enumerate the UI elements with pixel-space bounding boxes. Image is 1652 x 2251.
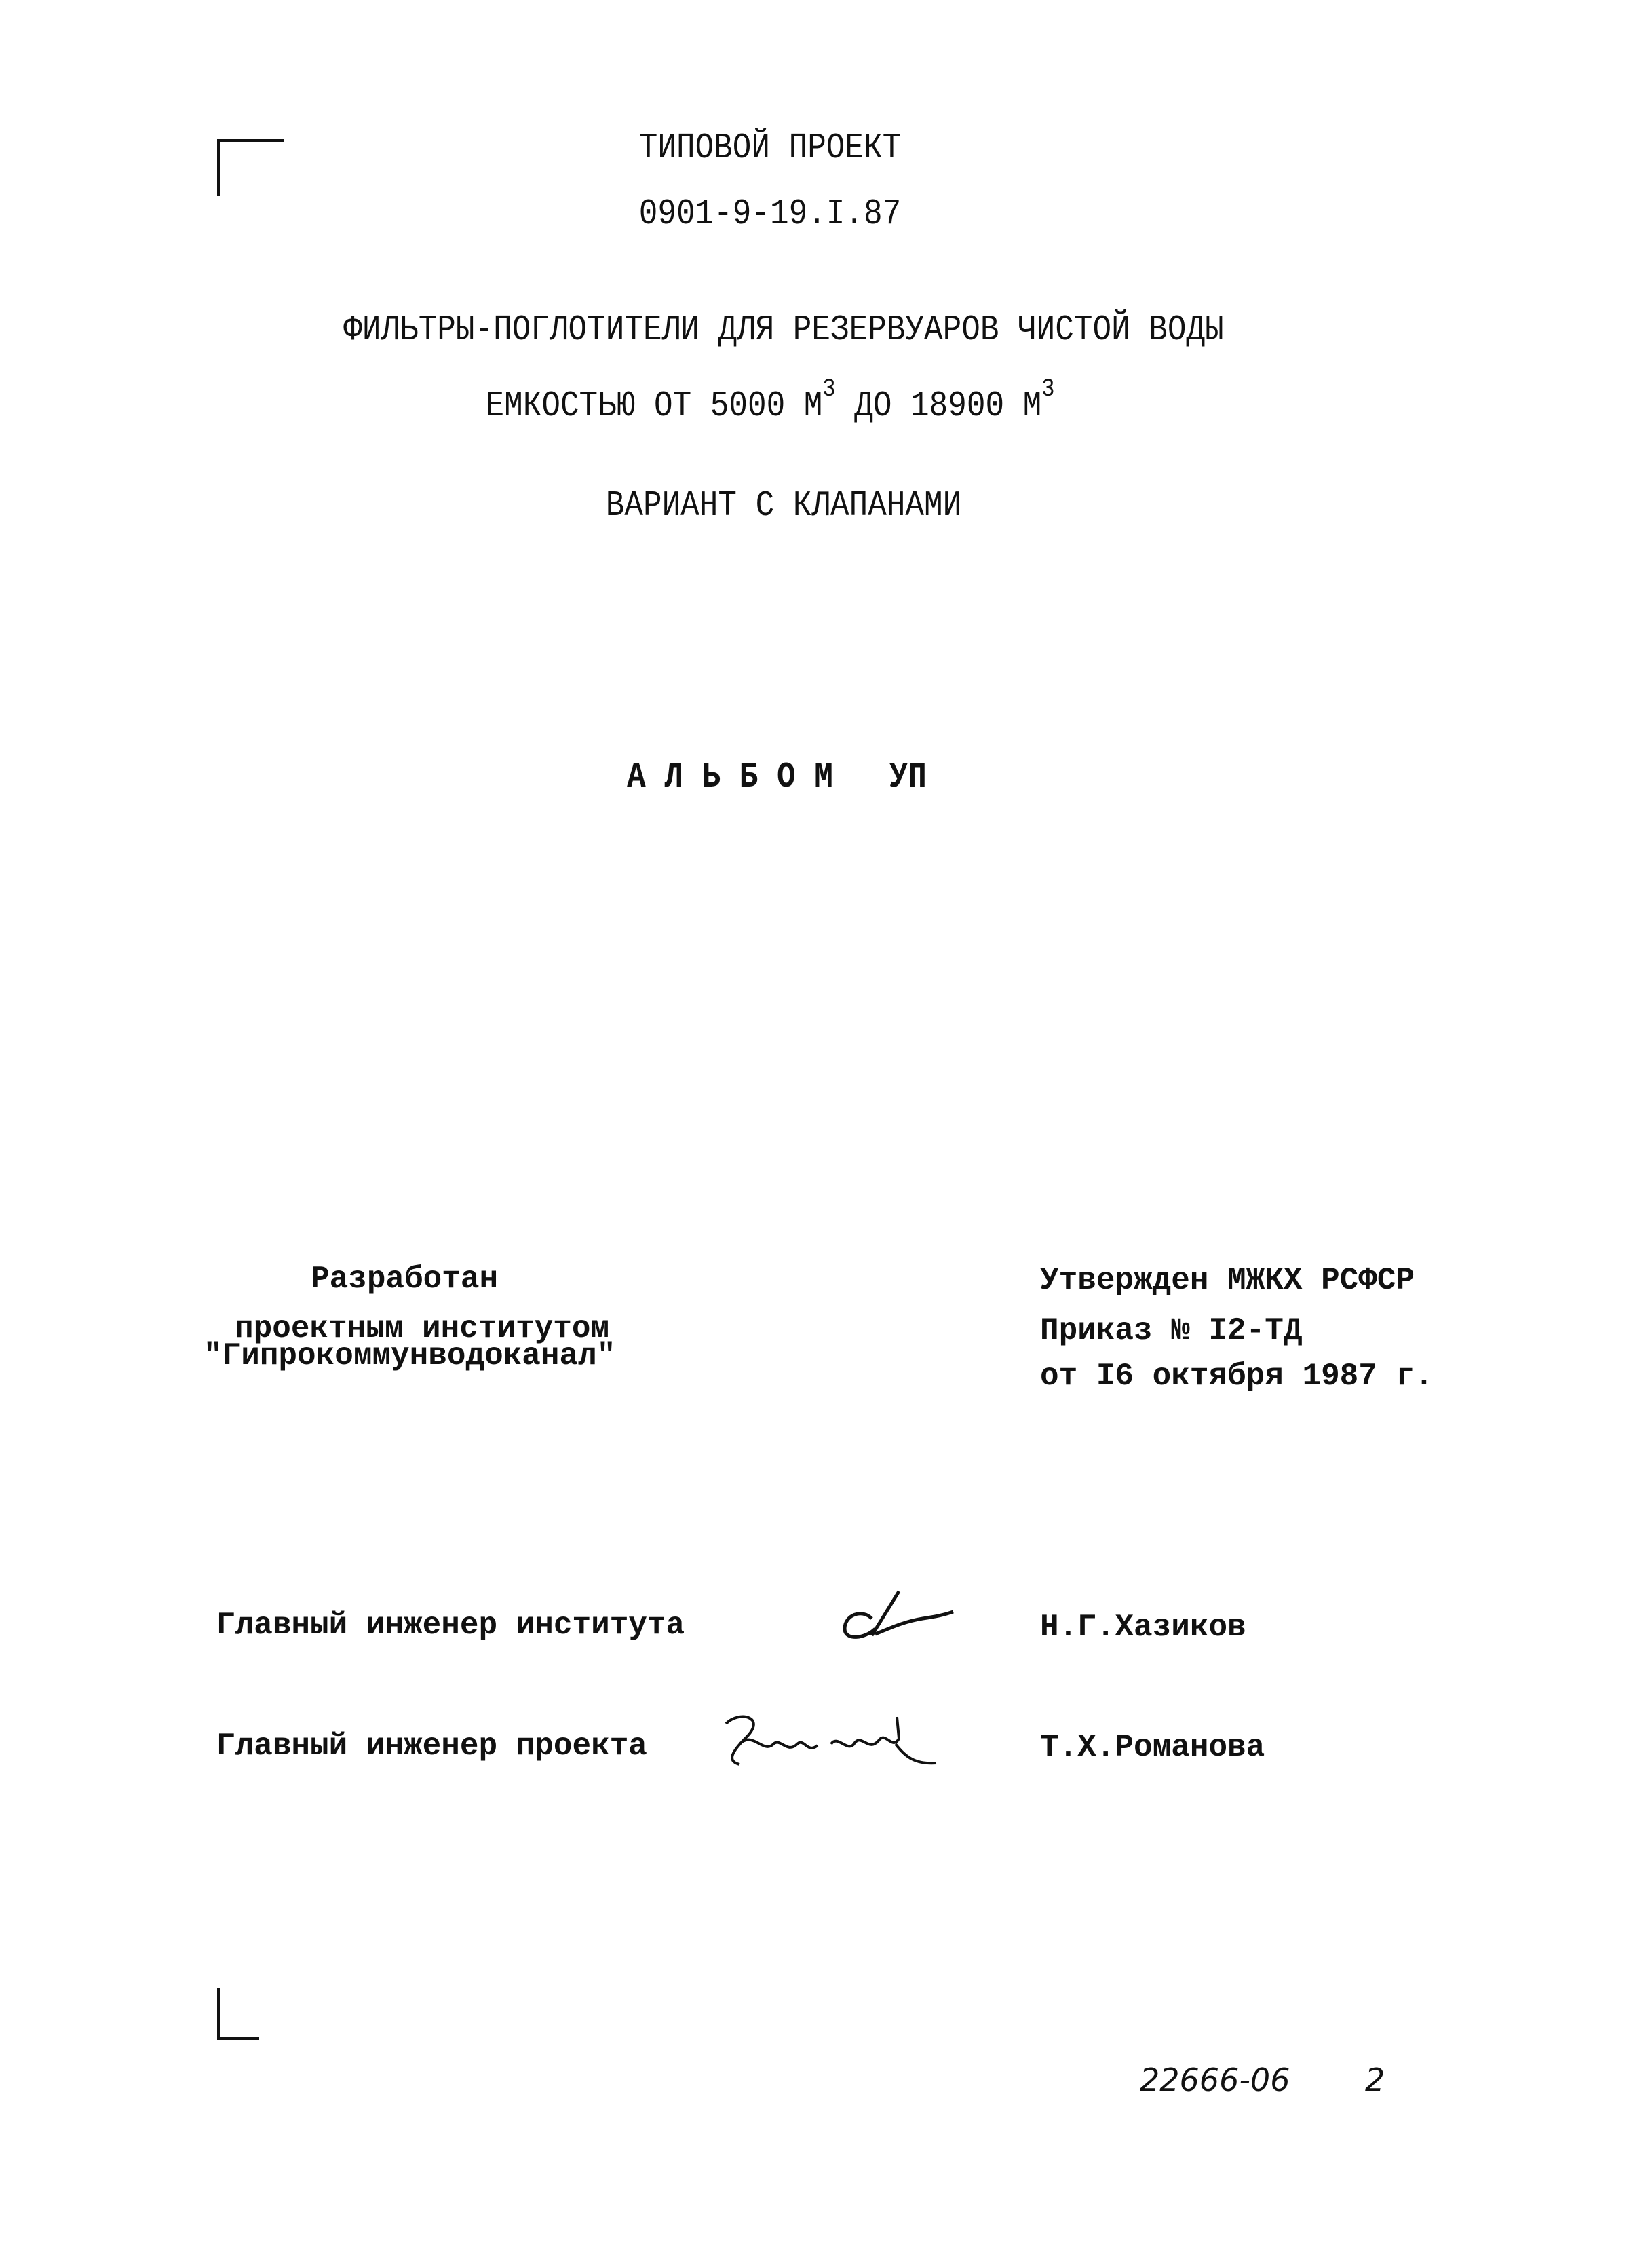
project-code: 0901-9-19.I.87 [638, 193, 902, 234]
variant-label: ВАРИАНТ С КЛАПАНАМИ [605, 485, 962, 526]
approval-line-1: Утвержден МЖКХ РСФСР [1040, 1263, 1415, 1298]
approval-order: Приказ № I2-ТД [1040, 1313, 1303, 1348]
corner-mark-top-left [217, 139, 284, 196]
signatory-role: Главный инженер проекта [216, 1728, 647, 1764]
title-capacity-from: ЕМКОСТЬЮ ОТ 5000 М [485, 385, 823, 426]
approval-date: от I6 октября 1987 г. [1040, 1359, 1434, 1394]
album-label: А Л Ь Б О М УП [627, 757, 927, 797]
corner-mark-bottom-left [217, 1988, 259, 2040]
document-type-label: ТИПОВОЙ ПРОЕКТ [638, 128, 902, 168]
developer-line-1: проектным институтом [235, 1311, 610, 1346]
page-number: 2 [1365, 2062, 1385, 2098]
signatory-name: Н.Г.Хазиков [1040, 1610, 1246, 1645]
signatory-role: Главный инженер института [216, 1608, 685, 1643]
title-capacity-to: ДО 18900 М [835, 385, 1042, 426]
developer-label: Разработан [311, 1262, 499, 1297]
title-line-2 [485, 375, 1055, 426]
signatory-name: Т.Х.Романова [1040, 1730, 1265, 1765]
superscript: 3 [822, 375, 836, 404]
developer-institute: "Гипрокоммунводоканал" [204, 1338, 616, 1374]
superscript: 3 [1041, 375, 1055, 404]
title-line-1: ФИЛЬТРЫ-ПОГЛОТИТЕЛИ ДЛЯ РЕЗЕРВУАРОВ ЧИСТОЙ ВОДЫ [343, 309, 1224, 350]
signature-romanova [712, 1703, 943, 1778]
document-number: 22666-06 [1140, 2062, 1290, 2098]
signature-khazikov [834, 1581, 970, 1649]
